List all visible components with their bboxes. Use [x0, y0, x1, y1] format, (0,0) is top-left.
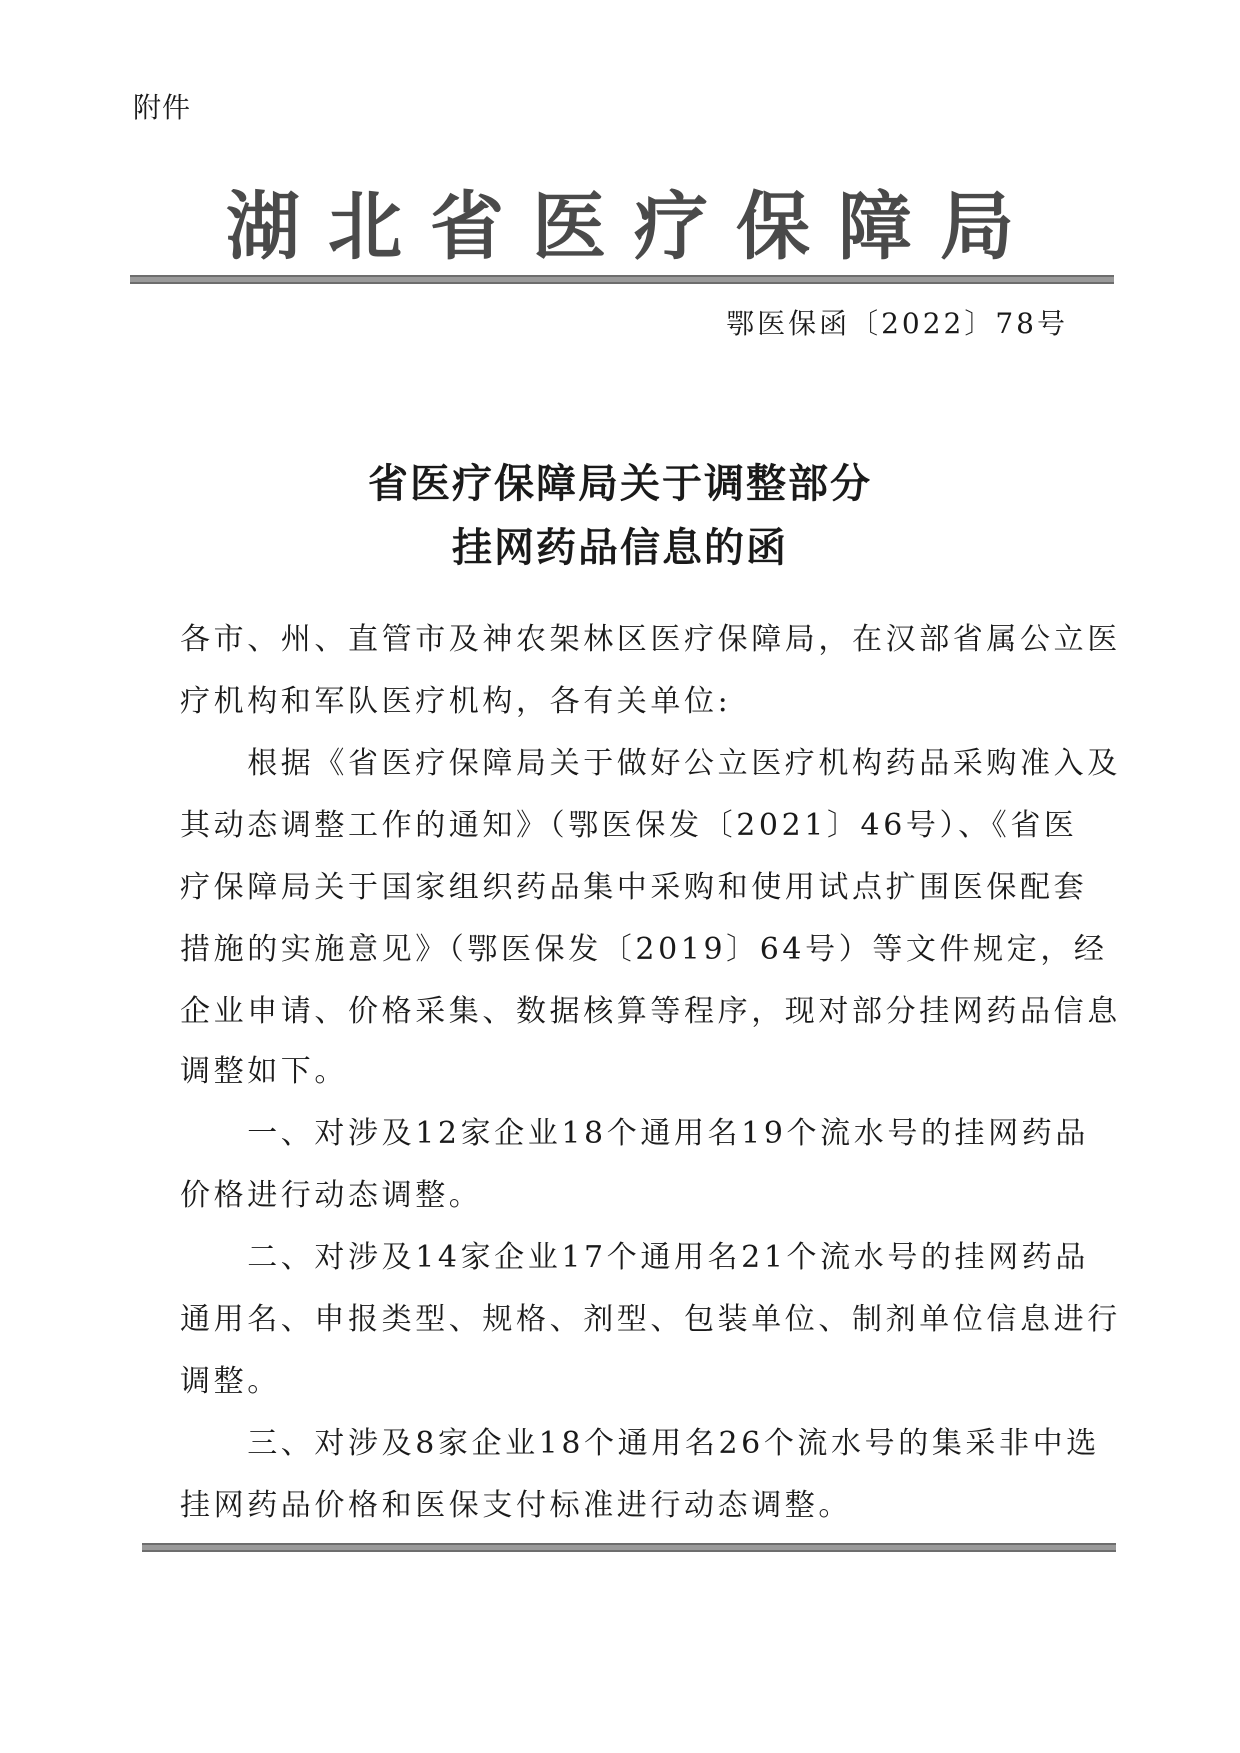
body-line: 调整如下。: [180, 1054, 348, 1089]
body-line: 疗机构和军队医疗机构，各有关单位:: [180, 684, 732, 719]
body-line: 其动态调整工作的通知》（鄂医保发〔2021〕46号）、《省医: [180, 808, 1078, 843]
body-line: 一、对涉及12家企业18个通用名19个流水号的挂网药品: [180, 1116, 1089, 1151]
body-line: 二、对涉及14家企业17个通用名21个流水号的挂网药品: [180, 1240, 1089, 1275]
body-line: 根据《省医疗保障局关于做好公立医疗机构药品采购准入及: [180, 746, 1121, 781]
footer-divider: [142, 1543, 1116, 1552]
body-line: 价格进行动态调整。: [180, 1178, 483, 1213]
document-number: 鄂医保函〔2022〕78号: [726, 307, 1068, 340]
agency-letterhead: 湖北省医疗保障局: [226, 184, 1042, 270]
body-line: 疗保障局关于国家组织药品集中采购和使用试点扩围医保配套: [180, 870, 1088, 905]
body-line: 调整。: [180, 1364, 281, 1399]
body-line: 企业申请、价格采集、数据核算等程序，现对部分挂网药品信息: [180, 994, 1121, 1029]
attachment-label: 附件: [133, 91, 192, 124]
body-line: 挂网药品价格和医保支付标准进行动态调整。: [180, 1488, 852, 1523]
document-title-line-2: 挂网药品信息的函: [452, 524, 788, 571]
body-line: 通用名、申报类型、规格、剂型、包装单位、制剂单位信息进行: [180, 1302, 1121, 1337]
body-line: 措施的实施意见》（鄂医保发〔2019〕64号）等文件规定，经: [180, 932, 1108, 967]
document-title-line-1: 省医疗保障局关于调整部分: [368, 460, 872, 507]
body-line: 三、对涉及8家企业18个通用名26个流水号的集采非中选: [180, 1426, 1100, 1461]
letterhead-divider: [130, 275, 1114, 284]
body-line: 各市、州、直管市及神农架林区医疗保障局，在汉部省属公立医: [180, 622, 1121, 657]
